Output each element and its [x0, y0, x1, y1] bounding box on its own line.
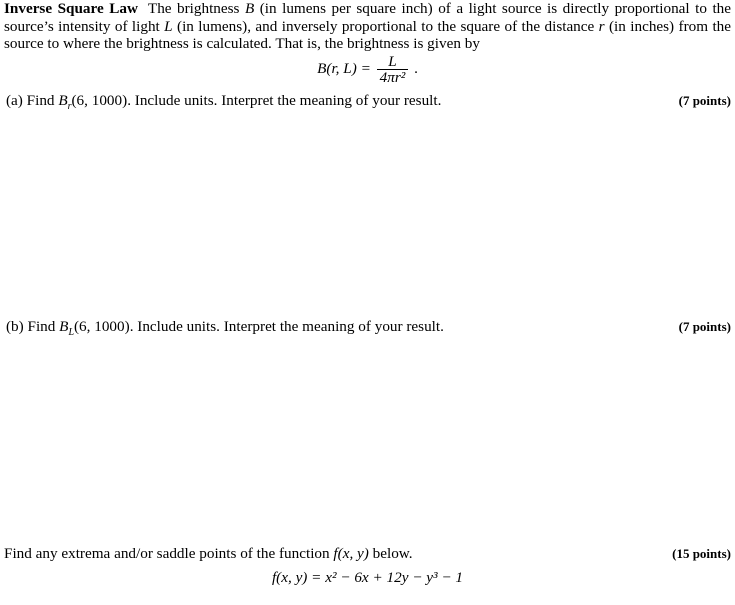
question-a-symbol: B [58, 92, 68, 109]
question-c-label: Find any extrema and/or saddle points of the function [4, 545, 334, 562]
question-a-rest: . Include units. Interpret the meaning of your result. [127, 92, 442, 109]
function-formula-text: f(x, y) = x² − 6x + 12y − y³ − 1 [271, 569, 464, 586]
question-a-label: (a) Find [6, 92, 59, 109]
function-formula [0, 569, 735, 586]
intro-text-1: The brightness [147, 0, 245, 17]
question-b-label: (b) Find [6, 318, 60, 335]
brightness-formula [0, 54, 735, 85]
question-a-subscript: r [67, 101, 72, 113]
question-a [6, 92, 731, 113]
var-r: r [598, 17, 605, 35]
formula-numerator: L [377, 54, 409, 70]
question-c-symbol: f(x, y) [333, 545, 369, 562]
intro-text-3: (in lumens), and inversely proportional to the square of the distance [172, 17, 599, 35]
formula-denominator: 4πr² [379, 69, 406, 86]
intro-text-4: (in inches) from the source to where the brightness is calculated. That is, the brightness is given by [4, 17, 731, 52]
question-b-rest: . Include units. Interpret the meaning of your result. [129, 318, 444, 335]
problem-title: Inverse Square Law [4, 0, 138, 17]
question-a-points: (7 points) [678, 93, 731, 108]
question-c [4, 545, 731, 563]
intro-text-2: (in lumens per square inch) of a light source is directly proportional to the source’s intensity of light [4, 0, 732, 35]
question-b-symbol: B [59, 318, 69, 335]
question-c-rest: below. [368, 545, 413, 562]
var-B: B [244, 0, 255, 17]
question-c-points: (15 points) [672, 546, 731, 561]
var-L: L [164, 17, 173, 35]
intro-paragraph [4, 0, 731, 53]
question-b-points: (7 points) [678, 319, 731, 334]
formula-fraction [377, 54, 409, 85]
formula-lhs: B(r, L) = [317, 59, 371, 77]
question-b [6, 318, 731, 339]
question-a-args: (6, 1000) [71, 92, 128, 109]
question-b-subscript: L [68, 327, 74, 339]
formula-period: . [414, 59, 418, 77]
question-b-args: (6, 1000) [74, 318, 130, 335]
